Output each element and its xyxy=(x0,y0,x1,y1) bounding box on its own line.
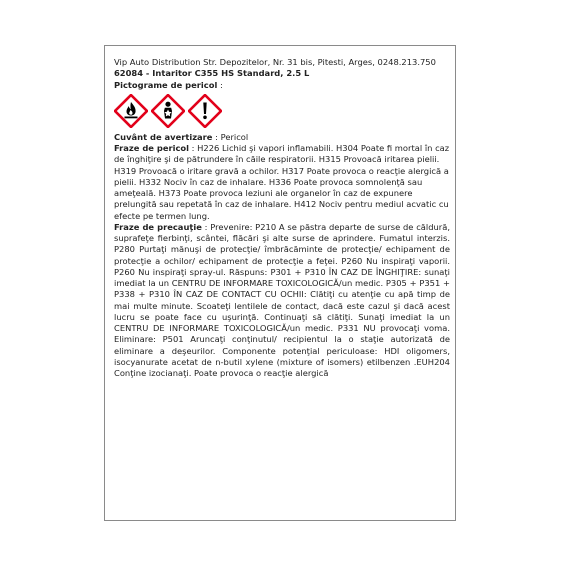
product-title: 62084 - Intaritor C355 HS Standard, 2.5 L xyxy=(114,68,310,79)
precautionary-statements: Fraze de precauţie : Prevenire: P210 A se păstra departe de surse de căldură, suprafeţe fierbinţi, scântei, flăcări şi alte surse de aprindere. Fumatul interzis. P280 Purtaţi mănuşi de protecţie/ îmbrăcăminte de protecţie/ echipament de protecţie a ochilor/ echipament de protecţie a feţei. P260 Nu inspiraţi vaporii. P260 Nu inspiraţi spray-ul. Răspuns: P301 + P310 ÎN CAZ DE ÎNGHIŢIRE: sunaţi imediat la un CENTRU DE INFORMARE TOXICOLOGICĂ/un medic. P305 + P351 + P338 + P310 ÎN CAZ DE CONTACT CU OCHII: Clătiţi cu atenţie cu apă timp de mai multe minute. Scoateţi lentilele de contact, dacă este cazul şi dacă acest lucru se poate face cu uşurinţă. Continuaţi să clătiţi. Sunaţi imediat la un CENTRU DE INFORMARE TOXICOLOGICĂ/un medic. P331 NU provocaţi voma. Eliminare: P501 Aruncaţi conţinutul/ recipientul la o staţie autorizată de eliminare a deşeurilor. Componente potenţial periculoase: HDI oligomers, isocyanurate acetat de n-butil xylene (mixture of isomers) etilbenzen .EUH204 Conţine izocianaţi. Poate provoca o reacţie alergică xyxy=(114,221,450,378)
health-hazard-icon xyxy=(151,94,185,128)
pictogram-row xyxy=(114,94,450,128)
signal-word: Cuvânt de avertizare : Pericol xyxy=(114,131,249,142)
product-label xyxy=(104,45,456,521)
hazard-statements: Fraze de pericol : H226 Lichid şi vapori inflamabili. H304 Poate fi mortal în caz de înghiţire şi de pătrundere în căile respiratorii. H315 Provoacă iritarea pielii. H319 Provoacă o iritare gravă a ochilor. H317 Poate provoca o reacţie alergică a pielii. H332 Nociv în caz de inhalare. H336 Poate provoca somnolenţă sau ameţeală. H373 Poate provoca leziuni ale organelor în caz de expunere prelungită sau repetată în caz de inhalare. H412 Nociv pentru mediul acvatic cu efecte pe termen lung. xyxy=(114,143,450,221)
pictogram-heading: Pictograme de pericol : xyxy=(114,79,223,90)
company-info: Vip Auto Distribution Str. Depozitelor, Nr. 31 bis, Pitesti, Arges, 0248.213.750 xyxy=(114,57,436,67)
exclamation-mark-icon xyxy=(188,94,222,128)
flame-icon xyxy=(114,94,148,128)
